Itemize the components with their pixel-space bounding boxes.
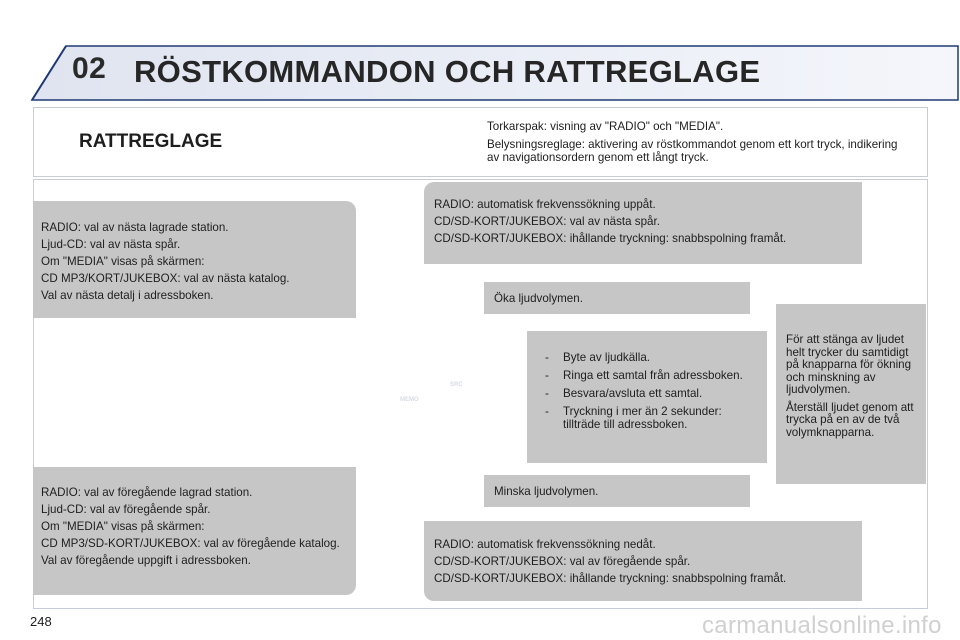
callout-line: Val av föregående uppgift i adressboken. — [41, 554, 251, 567]
section-info — [487, 120, 907, 169]
callout-line: Om "MEDIA" visas på skärmen: — [41, 520, 205, 533]
callout-line: CD/SD-KORT/JUKEBOX: val av nästa spår. — [434, 215, 660, 228]
callout-line: RADIO: val av nästa lagrade station. — [41, 221, 229, 234]
list-item: - Ringa ett samtal från adressboken. — [537, 369, 757, 382]
section-title: RATTREGLAGE — [79, 131, 223, 152]
callout-volume-down — [484, 475, 750, 507]
src-label: SRC — [450, 382, 463, 388]
callout-line: RADIO: val av föregående lagrad station. — [41, 486, 253, 499]
callout-line: Öka ljudvolymen. — [494, 292, 583, 305]
source-list — [537, 351, 757, 431]
callout-line: CD MP3/KORT/JUKEBOX: val av nästa katalog. — [41, 272, 290, 285]
info-line: Torkarspak: visning av "RADIO" och "MEDIA". — [487, 120, 724, 133]
callout-line: RADIO: automatisk frekvenssökning uppåt. — [434, 198, 656, 211]
chapter-number: 02 — [72, 52, 107, 85]
callout-left-bottom — [33, 467, 356, 595]
list-item: - Besvara/avsluta ett samtal. — [537, 387, 757, 400]
callout-line: Återställ ljudet genom att trycka på en av de två volymknapparna. — [786, 400, 914, 439]
callout-source — [527, 331, 767, 463]
callout-right-bottom — [424, 521, 862, 601]
callout-mute — [776, 304, 926, 484]
callout-right-top — [424, 182, 862, 264]
callout-line: CD/SD-KORT/JUKEBOX: ihållande tryckning: snabbspolning framåt. — [434, 232, 787, 245]
page-title: RÖSTKOMMANDON OCH RATTREGLAGE — [134, 54, 761, 89]
list-item: - Byte av ljudkälla. — [537, 351, 757, 364]
callout-line: CD/SD-KORT/JUKEBOX: ihållande tryckning: snabbspolning framåt. — [434, 572, 787, 585]
memo-label: MEMO — [400, 397, 419, 403]
callout-line: Ljud-CD: val av nästa spår. — [41, 238, 181, 251]
callout-line: Om "MEDIA" visas på skärmen: — [41, 255, 205, 268]
callout-line: Minska ljudvolymen. — [494, 485, 599, 498]
watermark: carmanualsonline.info — [702, 612, 942, 639]
callout-line: CD MP3/SD-KORT/JUKEBOX: val av föregående katalog. — [41, 537, 340, 550]
callout-line: RADIO: automatisk frekvenssökning nedåt. — [434, 538, 656, 551]
callout-left-top — [33, 201, 356, 318]
callout-line: CD/SD-KORT/JUKEBOX: val av föregående spår. — [434, 555, 691, 568]
page-number: 248 — [30, 614, 52, 629]
callout-volume-up — [484, 282, 750, 314]
callout-line: Val av nästa detalj i adressboken. — [41, 289, 214, 302]
info-line: Belysningsreglage: aktivering av röstkommandot genom ett kort tryck, indikering av navigationsordern genom ett långt tryck. — [487, 138, 898, 164]
list-item: - Tryckning i mer än 2 sekunder: tillträde till adressboken. — [537, 405, 757, 431]
callout-line: För att stänga av ljudet helt trycker du samtidigt på knapparna för ökning och minskning av ljudvolymen. — [786, 333, 912, 396]
callout-line: Ljud-CD: val av föregående spår. — [41, 503, 211, 516]
